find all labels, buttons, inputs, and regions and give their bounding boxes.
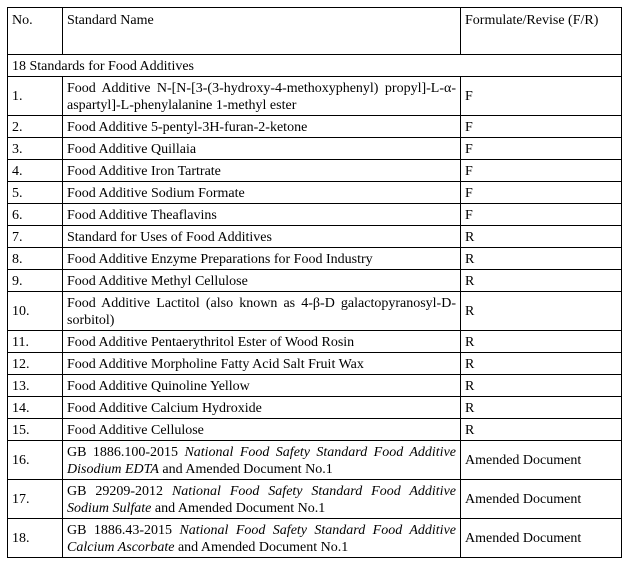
row-fr: R xyxy=(461,226,622,248)
row-no: 3. xyxy=(8,138,63,160)
row-name: Food Additive Cellulose xyxy=(63,419,461,441)
table-header-row xyxy=(8,8,622,55)
row-fr: R xyxy=(461,397,622,419)
row-no: 4. xyxy=(8,160,63,182)
table-row xyxy=(8,375,622,397)
row-no: 17. xyxy=(8,480,63,519)
row-name-suffix: and Amended Document No.1 xyxy=(158,461,333,477)
row-fr: R xyxy=(461,331,622,353)
table-row xyxy=(8,138,622,160)
section-title: 18 Standards for Food Additives xyxy=(8,55,622,77)
row-name-title: National Food Safety Standard Food Additive Sodium Sulfate xyxy=(67,483,456,516)
row-no: 16. xyxy=(8,441,63,480)
table-row xyxy=(8,353,622,375)
row-no: 12. xyxy=(8,353,63,375)
row-name: Standard for Uses of Food Additives xyxy=(63,226,461,248)
row-name: Food Additive Lactitol (also known as 4-β-D galactopyranosyl-D-sorbitol) xyxy=(63,292,461,331)
row-fr: Amended Document xyxy=(461,480,622,519)
row-no: 15. xyxy=(8,419,63,441)
row-name: Food Additive Pentaerythritol Ester of Wood Rosin xyxy=(63,331,461,353)
row-fr: Amended Document xyxy=(461,519,622,558)
row-fr: R xyxy=(461,375,622,397)
row-name-title: National Food Safety Standard Food Additive Disodium EDTA xyxy=(67,444,456,477)
row-no: 8. xyxy=(8,248,63,270)
table-row xyxy=(8,397,622,419)
row-name: Food Additive Theaflavins xyxy=(63,204,461,226)
table-row xyxy=(8,292,622,331)
standards-table xyxy=(7,7,622,558)
row-fr: R xyxy=(461,248,622,270)
table-row xyxy=(8,441,622,480)
row-no: 1. xyxy=(8,77,63,116)
row-fr: R xyxy=(461,270,622,292)
section-row xyxy=(8,55,622,77)
row-fr: R xyxy=(461,419,622,441)
row-no: 14. xyxy=(8,397,63,419)
row-name: Food Additive Sodium Formate xyxy=(63,182,461,204)
row-fr: F xyxy=(461,77,622,116)
row-fr: R xyxy=(461,353,622,375)
row-name: Food Additive Iron Tartrate xyxy=(63,160,461,182)
row-fr: R xyxy=(461,292,622,331)
row-no: 5. xyxy=(8,182,63,204)
table-row xyxy=(8,182,622,204)
row-fr: F xyxy=(461,116,622,138)
table-row xyxy=(8,160,622,182)
row-name-suffix: and Amended Document No.1 xyxy=(151,500,326,516)
row-name-prefix: GB 29209-2012 xyxy=(67,483,172,499)
row-no: 10. xyxy=(8,292,63,331)
row-fr: F xyxy=(461,160,622,182)
row-name xyxy=(63,480,461,519)
table-row xyxy=(8,248,622,270)
table-row xyxy=(8,519,622,558)
table-row xyxy=(8,116,622,138)
table-row xyxy=(8,77,622,116)
row-fr: Amended Document xyxy=(461,441,622,480)
table-row xyxy=(8,480,622,519)
table-row xyxy=(8,270,622,292)
row-name: Food Additive 5-pentyl-3H-furan-2-ketone xyxy=(63,116,461,138)
row-name-suffix: and Amended Document No.1 xyxy=(174,539,349,555)
row-name: Food Additive Methyl Cellulose xyxy=(63,270,461,292)
row-no: 11. xyxy=(8,331,63,353)
row-name xyxy=(63,519,461,558)
row-fr: F xyxy=(461,204,622,226)
table-row xyxy=(8,226,622,248)
row-no: 18. xyxy=(8,519,63,558)
row-no: 9. xyxy=(8,270,63,292)
table-row xyxy=(8,331,622,353)
row-name: Food Additive N-[N-[3-(3-hydroxy-4-methoxyphenyl) propyl]-L-α-aspartyl]-L-phenylalanine 1-methyl ester xyxy=(63,77,461,116)
row-no: 7. xyxy=(8,226,63,248)
row-fr: F xyxy=(461,138,622,160)
row-name: Food Additive Calcium Hydroxide xyxy=(63,397,461,419)
row-name: Food Additive Quillaia xyxy=(63,138,461,160)
header-formulate-revise: Formulate/Revise (F/R) xyxy=(461,8,622,55)
row-name-title: National Food Safety Standard Food Additive Calcium Ascorbate xyxy=(67,522,456,555)
row-name-prefix: GB 1886.43-2015 xyxy=(67,522,180,538)
header-standard-name: Standard Name xyxy=(63,8,461,55)
row-name-prefix: GB 1886.100-2015 xyxy=(67,444,185,460)
row-no: 2. xyxy=(8,116,63,138)
row-name: Food Additive Quinoline Yellow xyxy=(63,375,461,397)
table-row xyxy=(8,419,622,441)
row-name: Food Additive Morpholine Fatty Acid Salt Fruit Wax xyxy=(63,353,461,375)
row-name xyxy=(63,441,461,480)
row-no: 6. xyxy=(8,204,63,226)
header-no: No. xyxy=(8,8,63,55)
table-row xyxy=(8,204,622,226)
row-fr: F xyxy=(461,182,622,204)
row-name: Food Additive Enzyme Preparations for Food Industry xyxy=(63,248,461,270)
row-no: 13. xyxy=(8,375,63,397)
